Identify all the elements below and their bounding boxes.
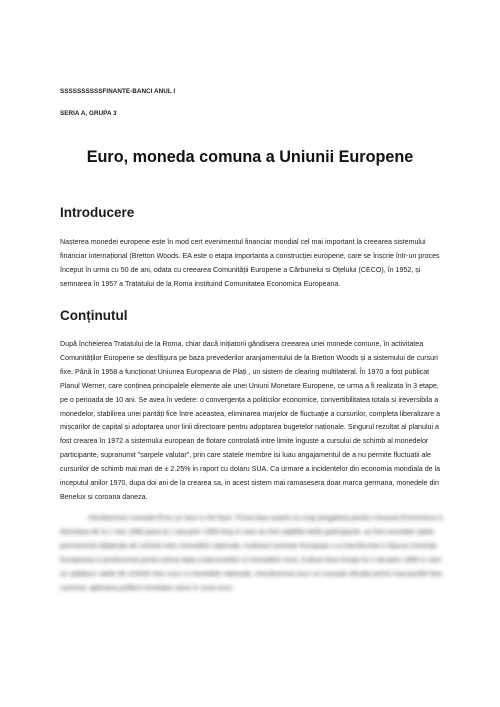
blurred-preview-paragraph: Introducerea monedei Euro se face in trei faze. Prima faza avand ca scop pregatirea pentru Uniunea Economica si Monetara de la 1 mai 1998 pana la 1 ianuarie 1999 timp in care au fost stabilite tarile participante, au fost anuntate ratele permanente bilaterale de schimb intre monedele nationale, Institutul monetar European s-a transformat in Banca Centrala Europeana si producerea pentru prima data a bancnotelor si monedelor euro. A doua faza incepe la 1 ianuarie 1999 in care se stabilesc ratele de schimb intre euro si monedele nationale, introducerea euro ca moneda oficiala pentru tranzactiile fara numerar, aplicarea politicii monetare unice in zona euro.: [60, 515, 443, 592]
document-title: Euro, moneda comuna a Uniunii Europene: [86, 148, 414, 166]
section-heading-content: Conținutul: [60, 308, 128, 323]
section-heading-intro: Introducere: [60, 205, 135, 220]
content-text-part-b: 2.25% in raport cu dolaru SUA. Ca urmare a incidentelor din economia mondiala de la inceputul anilor 1970, dupa doi ani de la crearea sa, in acest sistem mai ramasesera doar marca germana, monedele din Benelux si coroana daneza.: [60, 465, 441, 501]
header-line-group: SERIA A, GRUPA 3: [60, 110, 117, 117]
intro-paragraph: Nașterea monedei europene este în mod cert evenimentul financiar mondial cel mai important la creearea sistemului financiar internațional (Bretton Woods. EA este o etapa importanta a construcției europene, care se înscrie într-un proces început în urma cu 50 de ani, odata cu creearea Comunității Europene a Cărbunelui si Oțelului (CECO), în 1952, și semnarea în 1957 a Tratatului de la Roma instituind Comunitatea Economica Europeana.: [60, 238, 440, 288]
header-line-program: SSSSSSSSSSFINANTE-BANCI ANUL I: [60, 88, 176, 95]
plus-minus-symbol: ±: [164, 465, 169, 474]
content-text-part-a: După încheierea Tratatului de la Roma, chiar dacă inițiatorii gândisera creearea unei monede comune, în activitatea Comunităților Europene se desfășura pe baza prevederilor aranjamentului de la Bretton Woods și a sistemului de cursuri fixe. Până în 1958 a funcționat Uniunea Europeana de Plați , un sistem de clearing multilateral. În 1970 a fost publicat Planul Werner, care conținea principalele elemente ale unei Uniuni Monetare Europene, ce urma a fi realizata în 3 etape, pe o perioada de 10 ani. Se avea în vedere: o convergența a politicilor economice, convertibilitatea totala si ireversibila a monedelor, stabilirea unei parități fice între aceastea, eliminarea marjelor de fluctuație a cursurilor, completa liberalizare a mișcarilor de capital și adoptarea unor linii directoare pentru adoptarea bugetelor naționale. Singurul rezultat al planului a fost crearea în 1972 a sistemului european de flotare controlată intre limite înguste a cursului de schimb al monedelor participante, supranumit "sarpele valutar", prin care statele membre isi luau angajamentul de a nu permite fluctuatii ale cursurilor de schimb mai mari de: [60, 340, 441, 474]
content-paragraph: [60, 338, 445, 505]
